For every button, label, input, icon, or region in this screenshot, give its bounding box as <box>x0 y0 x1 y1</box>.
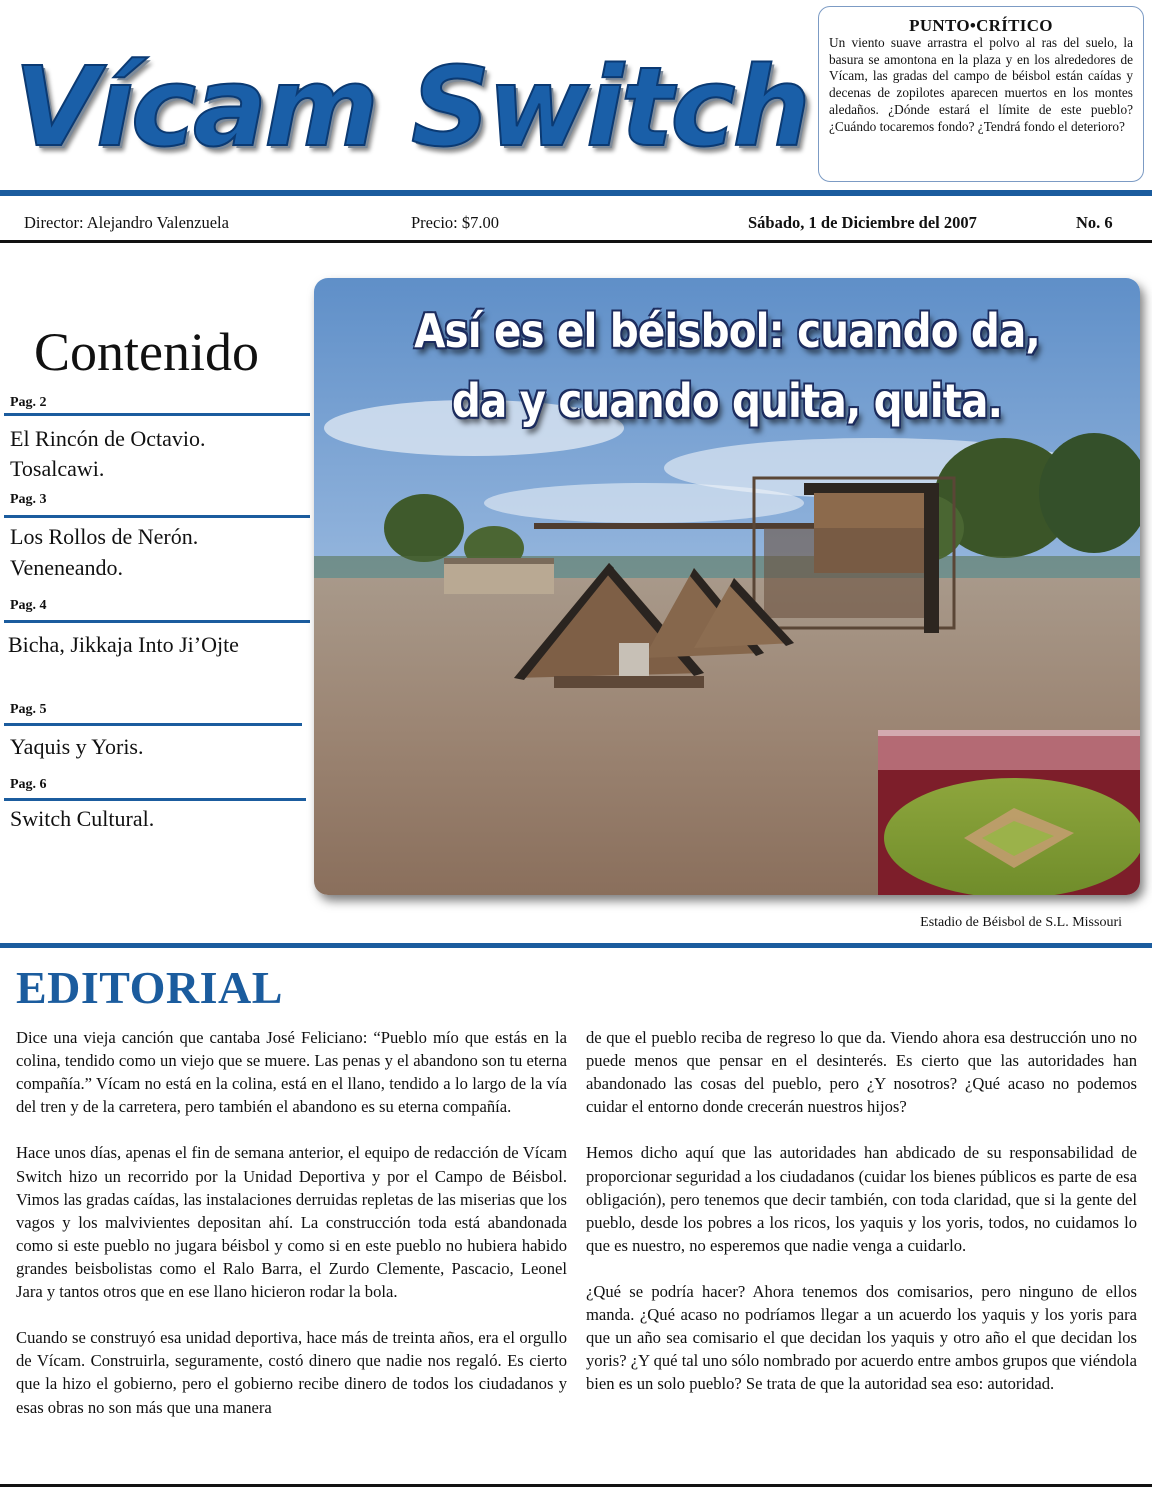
contents-title: Contenido <box>34 322 259 382</box>
footer-rule <box>0 1484 1152 1487</box>
editorial-paragraph: Cuando se construyó esa unidad deportiva, hace más de treinta años, era el orgullo de Vícam. Construirla, seguramente, costó dinero que nadie nos regaló. Es cierto que la hizo el gobierno, pero el gobierno recibe dinero de todos los ciudadanos y esas obras no son más que una manera <box>16 1328 567 1417</box>
editorial-column-right <box>586 1026 1137 1419</box>
editorial-title: EDITORIAL <box>16 962 283 1013</box>
toc-item-line[interactable]: Tosalcawi. <box>10 456 105 481</box>
editorial-paragraph: de que el pueblo reciba de regreso lo que da. Viendo ahora esa destrucción uno no puede menos que pensar en el desinterés. Es cierto que las autoridades han abandonado las cosas del pueblo, pero ¿Y nosotros? ¿Qué acaso no podemos cuidar el entorno donde crecerán nuestros hijos? <box>586 1028 1137 1117</box>
toc-page-label: Pag. 5 <box>10 702 47 717</box>
punto-critico-box <box>818 6 1144 182</box>
toc-item-line[interactable]: Veneneando. <box>10 555 124 580</box>
date-line: Sábado, 1 de Diciembre del 2007 <box>748 213 977 232</box>
price-line: Precio: $7.00 <box>411 213 499 232</box>
toc-item-line[interactable]: El Rincón de Octavio. <box>10 426 206 451</box>
toc-item-line[interactable]: Yaquis y Yoris. <box>10 734 144 759</box>
toc-page-label: Pag. 2 <box>10 395 47 410</box>
info-divider <box>0 240 1152 243</box>
masthead-title: Vícam Switch <box>14 43 808 171</box>
toc-item-line[interactable]: Bicha, Jikkaja Into Ji’Ojte <box>8 632 239 657</box>
stadium-inset <box>878 730 1140 895</box>
section-divider <box>0 943 1152 948</box>
toc-page-label: Pag. 4 <box>10 598 47 613</box>
toc-divider <box>4 620 310 623</box>
toc-divider <box>4 413 310 416</box>
editorial-column-left <box>16 1026 567 1442</box>
toc-divider <box>4 723 302 726</box>
editorial-paragraph: Hemos dicho aquí que las autoridades han abdicado de su responsabilidad de proporcionar seguridad a los ciudadanos (cuidar los bienes públicos es parte de esa obligación), pero tenemos que decir también, con toda claridad, que si la gente del pueblo, desde los pobres a los ricos, los yaquis y los yoris, todos, no cuidamos lo que es nuestro, no esperemos que nadie venga a cuidarlo. <box>586 1143 1137 1255</box>
editorial-paragraph: Hace unos días, apenas el fin de semana anterior, el equipo de redacción de Vícam Switch hizo un recorrido por la Unidad Deportiva y por el Campo de Béisbol. Vimos las gradas caídas, las instalaciones derruidas repletas de las miserias que los vagos y los malvivientes depositan ahí. La construcción toda está abandonada como si este pueblo no jugara béisbol y como si en este pueblo no hubiera habido grandes beisbolistas como el Ralo Barra, el Zurdo Clemente, Pascacio, Leonel Jara y tantos otros que en ese llano hicieron rodar la bola. <box>16 1143 567 1302</box>
toc-divider <box>4 798 306 801</box>
punto-critico-title: PUNTO•CRÍTICO <box>909 16 1053 35</box>
feature-headline-line: Así es el béisbol: cuando da, <box>414 304 1040 358</box>
toc-item-line[interactable]: Los Rollos de Nerón. <box>10 524 199 549</box>
issue-number: No. 6 <box>1076 213 1113 232</box>
toc-page-label: Pag. 6 <box>10 777 47 792</box>
director-line: Director: Alejandro Valenzuela <box>24 213 229 232</box>
toc-divider <box>4 515 310 518</box>
feature-headline-line: da y cuando quita, quita. <box>451 374 1003 428</box>
toc-item-line[interactable]: Switch Cultural. <box>10 806 155 831</box>
editorial-paragraph: ¿Qué se podría hacer? Ahora tenemos dos comisarios, pero ninguno de ellos manda. ¿Qué acaso no podríamos llegar a un acuerdo los yaquis y los yoris para que un año sea comisario el que decidan los yaquis y otro año el que decidan los yoris? ¿Y qué tal uno sólo nombrado por acuerdo entre ambos grupos que viéndola bien es un solo pueblo? Se trata de que la autoridad sea eso: autoridad. <box>586 1282 1137 1394</box>
toc-page-label: Pag. 3 <box>10 492 47 507</box>
editorial-paragraph: Dice una vieja canción que cantaba José Feliciano: “Pueblo mío que estás en la colina, tendido como un viejo que se muere. Las penas y el abandono son tu eterna compañía.” Vícam no está en la colina, está en el llano, tendido a lo largo de la vía del tren y de la carretera, pero también el abandono es su eterna compañía. <box>16 1028 567 1117</box>
photo-caption: Estadio de Béisbol de S.L. Missouri <box>920 915 1122 930</box>
punto-critico-text: Un viento suave arrastra el polvo al ras del suelo, la basura se amontona en la plaza y en los alrededores de Vícam, las gradas del campo de béisbol están caídas y decenas de zopilotes aparecen muertos en los montes aledaños. ¿Dónde estará el límite de este pueblo? ¿Cuándo tocaremos fondo? ¿Tendrá fondo el deterioro? <box>829 35 1133 134</box>
masthead-divider <box>0 190 1152 196</box>
feature-photo <box>314 278 1140 895</box>
feature-headline <box>364 296 1091 436</box>
